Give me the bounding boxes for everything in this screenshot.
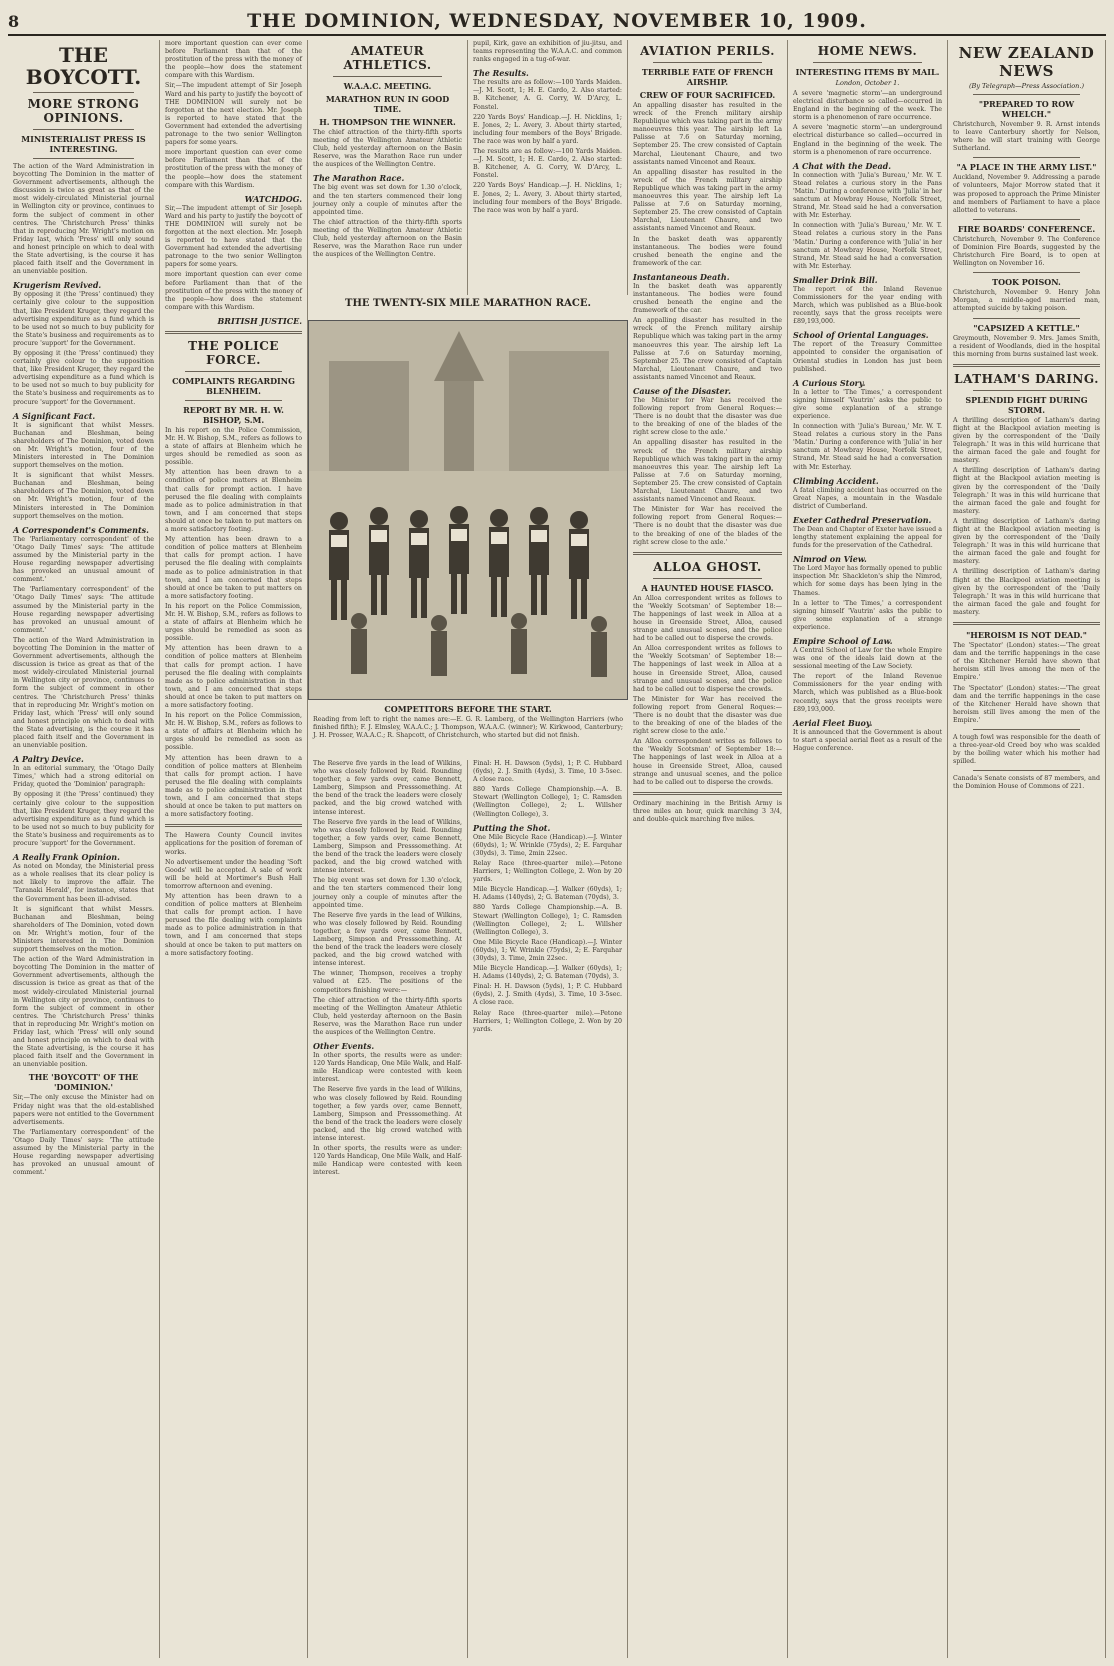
article-paragraph: pupil, Kirk, gave an exhibition of jiu-jitsu, and teams representing the W.A.A.C. and common ranks engaged in a tug-of-war. xyxy=(473,40,622,64)
section-heading: The Marathon Race. xyxy=(313,173,405,184)
article-paragraph: Christchurch, November 9. The Conference of Dominion Fire Boards, suggested by the Christchurch Fire Board, is to open at Wellington on November 16. xyxy=(953,235,1100,268)
article-paragraph: In other sports, the results were as under: 120 Yards Handicap, One Mile Walk, and Half-mile Handicap were contested with keen interest. xyxy=(313,1145,462,1177)
article-paragraph: One Mile Bicycle Race (Handicap).—J. Winter (60yds), 1; W. Wrinkle (75yds), 2; E. Farquhar (30yds), 3. Time, 2min 22sec. xyxy=(473,938,622,962)
article-paragraph: 220 Yards Boys' Handicap.—J. H. Nicklins, 1; E. Jones, 2; L. Avery, 3. About thirty started, including four members of the Boys' Brigade. The race was won by half a yard. xyxy=(473,113,622,145)
article-paragraph: The chief attraction of the thirty-fifth sports meeting of the Wellington Amateur Athletic Club, held yesterday afternoon on the Basin Reserve, was the Marathon Race run under the auspices of the Wellington Centre. xyxy=(313,218,462,259)
divider xyxy=(185,400,282,401)
latham-subhead: SPLENDID FIGHT DURING STORM. xyxy=(965,394,1088,415)
article-paragraph: The chief attraction of the thirty-fifth sports meeting of the Wellington Amateur Athletic Club, held yesterday afternoon on the Basin Reserve, was the Marathon Race run under the auspices of the Wellington Centre. xyxy=(313,129,462,169)
section-heading: The Results. xyxy=(473,68,529,79)
divider xyxy=(953,622,1100,625)
divider xyxy=(33,129,134,130)
letter-signoff: WATCHDOG. xyxy=(244,193,302,204)
athletics-subhead-2: MARATHON RUN IN GOOD TIME. xyxy=(325,94,450,114)
divider xyxy=(973,729,1080,730)
article-paragraph: Relay Race (three-quarter mile).—Petone Harriers, 1; Wellington College, 2. Won by 20 yards. xyxy=(473,859,622,884)
divider xyxy=(33,92,134,93)
section-heading: A Chat with the Dead. xyxy=(793,160,892,171)
article-paragraph: In an editorial summary, the 'Otago Daily Times,' which had a strong editorial on Friday, quoted the 'Dominion' paragraph: xyxy=(13,765,154,789)
article-paragraph: 880 Yards College Championship.—A. B. Stewart (Wellington College), 1; C. Ramsden (Wellington College), 2; L. Willsher (Wellington College), 3. xyxy=(473,904,622,936)
column-2 xyxy=(160,40,308,1658)
article-paragraph: By opposing it (the 'Press' continued) they certainly give colour to the supposition that, like President Kruger, they regard the advertising expenditure as a fund which is to be used not so much to buy publicity for the State's business and requirements as to procure 'support' for the Government. xyxy=(13,791,154,848)
column-7 xyxy=(948,40,1106,1658)
column-4 xyxy=(468,40,628,295)
article-paragraph: Relay Race (three-quarter mile).—Petone Harriers, 1; Wellington College, 2. Won by 20 yards. xyxy=(473,1009,622,1033)
section-heading: A Curious Story. xyxy=(793,377,866,388)
article-paragraph: It is significant that whilst Messrs. Buchanan and Bleshman, being shareholders of The Dominion, voted down on Mr. Wright's motion, four of the Ministers interested in The Dominion support themselves on the motion. xyxy=(13,905,154,954)
article-paragraph: more important question can ever come before Parliament than that of the prostitution of the press with the money of the people—how does the statement compare with this Wardism. xyxy=(165,149,302,189)
article-paragraph: Christchurch, November 9. R. Arnst intends to leave Canterbury shortly for Nelson, where he will start training with George Sutherland. xyxy=(953,121,1100,153)
article-paragraph: It is significant that whilst Messrs. Buchanan and Bleshman, being shareholders of The Dominion, voted down on Mr. Wright's motion, four of the Ministers interested in The Dominion support themselves on the motion. xyxy=(13,472,154,520)
article-paragraph: A fatal climbing accident has occurred on the Great Napes, a mountain in the Wasdale district of Cumberland. xyxy=(793,486,942,510)
item-heading: "PREPARED TO ROW WHELCH." xyxy=(978,99,1075,119)
article-paragraph: The Minister for War has received the following report from General Roques:— 'There is no doubt that the disaster was due to the breaking of one of the blades of the right screw close to the axle.' xyxy=(633,695,782,736)
article-paragraph: Mile Bicycle Handicap.—J. Walker (60yds), 1; H. Adams (140yds), 2; G. Bateman (70yds), 3. xyxy=(473,965,622,981)
section-heading: Krugerism Revived. xyxy=(13,280,102,291)
item-heading: "A PLACE IN THE ARMY LIST." xyxy=(956,162,1097,173)
divider xyxy=(973,219,1080,220)
article-paragraph: Auckland, November 9. Addressing a parade of volunteers, Major Morrow stated that it was proposed to approach the Prime Minister and members of Parliament to have a place allotted to veterans. xyxy=(953,174,1100,214)
column-1 xyxy=(8,40,160,1658)
article-paragraph: In a letter to 'The Times,' a correspondent signing himself 'Vautrin' asks the public to give some explanation of a strange experience. xyxy=(793,599,942,631)
article-paragraph: An appalling disaster has resulted in the wreck of the French military airship Republique which was taking part in the army manoeuvres this year. The airship left La Palisse at 7.6 on Saturday morning, September 25. The crew consisted of Captain Marchal, Lieutenant Chaure, and two assistants named Vincenot and Reaux. xyxy=(633,102,782,166)
athletics-subhead-3: H. THOMPSON THE WINNER. xyxy=(319,117,456,127)
boycott-subhead: MORE STRONG OPINIONS. xyxy=(27,97,140,125)
athletics-subhead: W.A.A.C. MEETING. xyxy=(343,81,432,91)
divider xyxy=(165,331,302,334)
section-heading: Instantaneous Death. xyxy=(633,271,730,282)
section-heading: Nimrod on View. xyxy=(793,554,867,565)
article-paragraph: A thrilling description of Latham's daring flight at the Blackpool aviation meeting is given by the correspondent of the 'Daily Telegraph.' It was in this wild hurricane that the airman faced the gale and fought for mastery. xyxy=(953,416,1100,465)
item-heading: "CAPSIZED A KETTLE." xyxy=(973,322,1080,333)
article-paragraph: Christchurch, November 9. Henry John Morgan, a middle-aged married man, attempted suicide by taking poison. xyxy=(953,289,1100,313)
police-subhead: COMPLAINTS REGARDING BLENHEIM. xyxy=(172,375,295,396)
article-paragraph: more important question can ever come before Parliament than that of the prostitution of the press with the money of the people—how does the statement compare with this Wardism. xyxy=(165,40,302,80)
article-paragraph: A thrilling description of Latham's daring flight at the Blackpool aviation meeting is given by the correspondent of the 'Daily Telegraph.' It was in this wild hurricane that the airman faced the gale and fought for mastery. xyxy=(953,568,1100,616)
article-paragraph: A tough fowl was responsible for the death of a three-year-old Creed boy who was scalded by the boiling water which his mother had spilled. xyxy=(953,733,1100,766)
article-paragraph: The Hawera County Council invites applications for the position of foreman of works. xyxy=(165,832,302,856)
article-paragraph: In his report on the Police Commission, Mr. H. W. Bishop, S.M., refers as follows to a state of affairs at Blenheim which he urges should be remedied as soon as possible. xyxy=(165,602,302,643)
article-paragraph: The chief attraction of the thirty-fifth sports meeting of the Wellington Amateur Athletic Club, held yesterday afternoon on the Basin Reserve, was the Marathon Race run under the auspices of the Wellington Centre. xyxy=(313,996,462,1036)
article-paragraph: The big event was set down for 1.30 o'clock, and the ten starters commenced their long journey only a couple of minutes after the appointed time. xyxy=(313,184,462,216)
article-paragraph: In connection with 'Julia's Bureau,' Mr. W. T. Stead relates a curious story in the Pans 'Matin.' During a conference with 'Julia' in her sanctum at Mowbray House, Norfolk Street, Strand, Mr. Stead said he had a conversation with Mr. Esterhay. xyxy=(793,171,942,220)
heroism-headline: "HEROISM IS NOT DEAD." xyxy=(966,630,1087,641)
photo-names: Reading from left to right the names are:—E. G. R. Lamberg, of the Wellington Harriers (who finished fifth); F. J. Elmsley, W.A.A.C.; J. Thompson, W.A.A.C. (winner); W. Kirkwood, Canterbury; J. H. Prosser, W.A.A.C.; R. Shapcott, of Christchurch, who started but did not finish. xyxy=(313,716,623,740)
section-heading: Putting the Shot. xyxy=(473,822,551,833)
article-paragraph: In other sports, the results were as under: 120 Yards Handicap, One Mile Walk, and Half-mile Handicap were contested with keen interest. xyxy=(313,1052,462,1084)
article-paragraph: The Lord Mayor has formally opened to public inspection Mr. Shackleton's ship the Nimrod, which for some days has been lying in the Thames. xyxy=(793,565,942,597)
article-paragraph: Sir,—The impudent attempt of Sir Joseph Ward and his party to justify the boycott of THE DOMINION will surely not be forgotten at the next election. Mr. Joseph is reported to have stated that the Government had extended the advertising patronage to the two senior Wellington papers for some years. xyxy=(165,82,302,147)
article-paragraph: Ordinary machining in the British Army is three miles an hour, quick marching 3 3/4, and double-quick marching five miles. xyxy=(633,799,782,824)
article-paragraph: The action of the Ward Administration in boycotting The Dominion in the matter of Government advertisements, although the discussion is twice as great as that of the most widely-circulated Ministerial journal in Wellington city or province, continues to form the subject of comment in other centres. The 'Christchurch Press' thinks that in reproducing Mr. Wright's motion on Friday last, which 'Press' will only sound and honest principle on which to deal with the State advertising, is the course it has placed faith itself and the Government in an unenviable position. xyxy=(13,956,154,1069)
column-5 xyxy=(628,40,788,1658)
section-heading: Smaller Drink Bill. xyxy=(793,274,878,285)
police-headline: THE POLICE FORCE. xyxy=(188,338,279,367)
article-paragraph: more important question can ever come before Parliament than that of the prostitution of the press with the money of the people—how does the statement compare with this Wardism. xyxy=(165,271,302,311)
article-paragraph: 220 Yards Boys' Handicap.—J. H. Nicklins, 1; E. Jones, 2; L. Avery, 3. About thirty started, including four members of the Boys' Brigade. The race was won by half a yard. xyxy=(473,182,622,214)
police-subhead-2: REPORT BY MR. H. W. BISHOP, S.M. xyxy=(183,404,284,425)
paper-title: THE DOMINION, WEDNESDAY, NOVEMBER 10, 1909. xyxy=(247,10,867,32)
article-paragraph: No advertisement under the heading 'Soft Goods' will be accepted. A sale of work will be held at Mortimer's Bush Hall tomorrow afternoon and evening. xyxy=(165,858,302,890)
article-paragraph: 880 Yards College Championship.—A. B. Stewart (Wellington College), 1; C. Ramsden (Wellington College), 2; L. Willsher (Wellington College), 3. xyxy=(473,786,622,818)
aviation-subhead: TERRIBLE FATE OF FRENCH AIRSHIP. xyxy=(641,67,774,87)
article-paragraph: In the basket death was apparently instantaneous. The bodies were found crushed beneath the engine and the framework of the car. xyxy=(633,235,782,267)
article-paragraph: It is significant that whilst Messrs. Buchanan and Bleshman, being shareholders of The Dominion, voted down on Mr. Wright's motion, four of the Ministers interested in The Dominion support themselves on the motion. xyxy=(13,421,154,470)
divider xyxy=(33,158,134,159)
article-paragraph: The action of the Ward Administration in boycotting The Dominion in the matter of Government advertisements, although the discussion is twice as great as that of the most widely-circulated Ministerial journal in Wellington city or province, continues to form the subject of comment in other centres. The 'Christchurch Press' thinks that in reproducing Mr. Wright's motion on Friday last, which 'Press' will only sound and honest principle on which to deal with the State advertising, is the course it has placed faith itself and the Government in an unenviable position. xyxy=(13,163,154,276)
item-heading: FIRE BOARDS' CONFERENCE. xyxy=(957,223,1096,234)
article-paragraph: The 'Parliamentary correspondent' of the 'Otago Daily Times' says: 'The attitude assumed by the Ministerial party in the House regarding newspaper advertising has provoked an unusual amount of comment.' xyxy=(13,535,154,584)
article-paragraph: By opposing it (the 'Press' continued) they certainly give colour to the supposition that, like President Kruger, they regard the advertising expenditure as a fund which is to be used not so much to buy publicity for the State's business and requirements as to procure 'support' for the Government. xyxy=(13,291,154,347)
aviation-headline: AVIATION PERILS. xyxy=(640,44,775,58)
article-paragraph: The 'Spectator' (London) states:—'The great dam and the terrific happenings in the case of the Kitchener Herald have shown that heroism still lives among the men of the Empire.' xyxy=(953,684,1100,724)
nz-news-source: (By Telegraph—Press Association.) xyxy=(969,82,1084,90)
photo-title: THE TWENTY-SIX MILE MARATHON RACE. xyxy=(345,298,591,309)
section-heading: Climbing Accident. xyxy=(793,475,879,486)
article-paragraph: A severe 'magnetic storm'—an underground electrical disturbance so called—occurred in England in the beginning of the week. The storm is a phenomenon of rare occurrence. xyxy=(793,124,942,156)
aviation-subhead-2: CREW OF FOUR SACRIFICED. xyxy=(639,90,776,100)
column-3-bottom xyxy=(308,760,468,1658)
photo-caption: COMPETITORS BEFORE THE START. xyxy=(384,704,552,714)
article-paragraph: It is announced that the Government is about to start a special aerial fleet as a result of the Hague conference. xyxy=(793,728,942,752)
article-paragraph: The Reserve five yards in the lead of Wilkins, who was closely followed by Reid. Rounding together, a few yards over, came Bennett, Lamberg, Simpson and Presssomething. At the bend of the track the leaders were closely packed, and the big crowd watched with intense interest. xyxy=(313,760,462,816)
article-paragraph: Sir,—The impudent attempt of Sir Joseph Ward and his party to justify the boycott of THE DOMINION will surely not be forgotten at the next election. Mr. Joseph is reported to have stated that the Government had extended the advertising patronage to the two senior Wellington papers for some years. xyxy=(165,204,302,269)
article-paragraph: My attention has been drawn to a condition of police matters at Blenheim that calls for prompt action. I have perused the file dealing with complaints made as to police administration in that town, and I am concerned that steps should at once be taken to put matters on a more satisfactory footing. xyxy=(165,754,302,819)
item-heading: TOOK POISON. xyxy=(992,277,1061,288)
divider xyxy=(165,824,302,827)
section-heading: A Correspondent's Comments. xyxy=(13,524,149,535)
article-paragraph: The Reserve five yards in the lead of Wilkins, who was closely followed by Reid. Rounding together, a few yards over, came Bennett, Lamberg, Simpson and Presssomething. At the bend of the track the leaders were closely packed, and the big crowd watched with intense interest. xyxy=(313,911,462,968)
section-heading: Exeter Cathedral Preservation. xyxy=(793,514,932,525)
article-paragraph: The report of the Inland Revenue Commissioners for the year ending with March, which was published as a Blue-book recently, says that the gross receipts were £89,193,000. xyxy=(793,285,942,326)
section-heading: A Significant Fact. xyxy=(13,410,96,421)
article-paragraph: An appalling disaster has resulted in the wreck of the French military airship Republique which was taking part in the army manoeuvres this year. The airship left La Palisse at 7.6 on Saturday morning, September 25. The crew consisted of Captain Marchal, Lieutenant Chaure, and two assistants named Vincenot and Reaux. xyxy=(633,317,782,381)
article-paragraph: My attention has been drawn to a condition of police matters at Blenheim that calls for prompt action. I have perused the file dealing with complaints made as to police administration in that town, and I am concerned that steps should at once be taken to put matters on a more satisfactory footing. xyxy=(165,645,302,709)
article-paragraph: Mile Bicycle Handicap.—J. Walker (60yds), 1; H. Adams (140yds), 2; G. Bateman (70yds), 3. xyxy=(473,886,622,902)
article-paragraph: By opposing it (the 'Press' continued) they certainly give colour to the supposition that, like President Kruger, they regard the advertising expenditure as a fund which is to be used not so much to buy publicity for the State's business and requirements as to procure 'support' for the Government. xyxy=(13,349,154,406)
article-paragraph: My attention has been drawn to a condition of police matters at Blenheim that calls for prompt action. I have perused the file dealing with complaints made as to police administration in that town, and I am concerned that steps should at once be taken to put matters on a more satisfactory footing. xyxy=(165,892,302,957)
divider xyxy=(633,552,782,555)
article-paragraph: Canada's Senate consists of 87 members, and the Dominion House of Commons of 221. xyxy=(953,775,1100,791)
article-paragraph: An appalling disaster has resulted in the wreck of the French military airship Republique which was taking part in the army manoeuvres this year. The airship left La Palisse at 7.6 on Saturday morning, September 25. The crew consisted of Captain Marchal, Lieutenant Chaure, and two assistants named Vincenot and Reaux. xyxy=(633,439,782,504)
divider xyxy=(653,578,762,579)
section-heading: A Really Frank Opinion. xyxy=(13,852,120,863)
article-paragraph: The 'Parliamentary correspondent' of the 'Otago Daily Times' says: 'The attitude assumed by the Ministerial party in the House regarding newspaper advertising has provoked an unusual amount of comment.' xyxy=(13,586,154,634)
article-paragraph: Final: H. H. Dawson (5yds), 1; P. C. Hubbard (6yds), 2. J. Smith (4yds), 3. Time, 10 3-5sec. A close race. xyxy=(473,983,622,1007)
article-paragraph: In his report on the Police Commission, Mr. H. W. Bishop, S.M., refers as follows to a state of affairs at Blenheim which he urges should be remedied as soon as possible. xyxy=(165,426,302,467)
article-paragraph: The action of the Ward Administration in boycotting The Dominion in the matter of Government advertisements, although the discussion is twice as great as that of the most widely-circulated Ministerial journal in Wellington city or province, continues to form the subject of comment in other centres. The 'Christchurch Press' thinks that in reproducing Mr. Wright's motion on Friday last, which 'Press' will only sound and honest principle on which to deal with the State advertising, is the course it has placed faith itself and the Government in an unenviable position. xyxy=(13,636,154,750)
column-4-bottom xyxy=(468,760,628,1658)
marathon-photo xyxy=(308,320,628,700)
article-paragraph: A thrilling description of Latham's daring flight at the Blackpool aviation meeting is given by the correspondent of the 'Daily Telegraph.' It was in this wild hurricane that the airman faced the gale and fought for mastery. xyxy=(953,517,1100,566)
article-paragraph: One Mile Bicycle Race (Handicap).—J. Winter (60yds), 1; W. Wrinkle (75yds), 2; E. Farquhar (30yds), 3. Time, 2min 22sec. xyxy=(473,833,622,857)
divider xyxy=(973,94,1080,95)
divider xyxy=(973,157,1080,158)
article-paragraph: The big event was set down for 1.30 o'clock, and the ten starters commenced their long journey only a couple of minutes after the appointed time. xyxy=(313,877,462,909)
divider xyxy=(973,318,1080,319)
dateline: London, October 1. xyxy=(835,79,900,87)
article-paragraph: The Dean and Chapter of Exeter have issued a lengthy statement explaining the appeal for funds for the preservation of the Cathedral. xyxy=(793,525,942,550)
boycott-subhead-2: MINISTERIALIST PRESS IS INTERESTING. xyxy=(21,134,146,154)
article-paragraph: In his report on the Police Commission, Mr. H. W. Bishop, S.M., refers as follows to a state of affairs at Blenheim which he urges should be remedied as soon as possible. xyxy=(165,712,302,752)
divider xyxy=(973,272,1080,273)
section-heading: Empire School of Law. xyxy=(793,635,893,646)
article-paragraph: Sir,—The only excuse the Minister had on Friday night was that the old-established papers were not entitled to the Government advertisements. xyxy=(13,1094,154,1126)
divider xyxy=(333,76,442,77)
masthead xyxy=(8,10,1106,36)
section-heading: School of Oriental Languages. xyxy=(793,330,929,341)
article-paragraph: The Reserve five yards in the lead of Wilkins, who was closely followed by Reid. Rounding together, a few yards over, came Bennett, Lamberg, Simpson and Presssomething. At the bend of the track the leaders were closely packed, and the big crowd watched with intense interest. xyxy=(313,818,462,875)
article-paragraph: A Central School of Law for the whole Empire was one of the ideals laid down at the sessional meeting of the Law Society. xyxy=(793,646,942,671)
home-news-subhead: INTERESTING ITEMS BY MAIL. xyxy=(795,67,940,77)
divider xyxy=(185,371,282,372)
column-6 xyxy=(788,40,948,1658)
latham-headline: LATHAM'S DARING. xyxy=(954,371,1099,386)
article-paragraph: In connection with 'Julia's Bureau,' Mr. W. T. Stead relates a curious story in the Pans 'Matin.' During a conference with 'Julia' in her sanctum at Mowbray House, Norfolk Street, Strand, Mr. Stead said he had a conversation with Mr. Esterhay. xyxy=(793,423,942,471)
divider xyxy=(653,62,762,63)
competitors-photo-illustration xyxy=(309,321,627,699)
page-number: 8 xyxy=(8,12,20,31)
divider xyxy=(633,792,782,795)
article-paragraph: The winner, Thompson, receives a trophy valued at £25. The positions of the competitors finishing were:— xyxy=(313,970,462,994)
article-paragraph: The results are as follow:—100 Yards Maiden.—J. M. Scott, 1; H. E. Cardo, 2. Also started: B. Kitchener, A. G. Corry, W. D'Arcy, L. Fonstel. xyxy=(473,148,622,180)
article-paragraph: In a letter to 'The Times,' a correspondent signing himself 'Vautrin' asks the public to give some explanation of a strange experience. xyxy=(793,388,942,420)
article-paragraph: Final: H. H. Dawson (5yds), 1; P. C. Hubbard (6yds), 2. J. Smith (4yds), 3. Time, 10 3-5sec. A close race. xyxy=(473,760,622,784)
article-paragraph: The Reserve five yards in the lead of Wilkins, who was closely followed by Reid. Rounding together, a few yards over, came Bennett, Lamberg, Simpson and Presssomething. At the bend of the track the leaders were closely packed, and the big crowd watched with intense interest. xyxy=(313,1086,462,1143)
article-paragraph: The Minister for War has received the following report from General Roques:— 'There is no doubt that the disaster was due to the breaking of one of the blades of the right screw close to the axle.' xyxy=(633,397,782,437)
column-3 xyxy=(308,40,468,295)
letter-signoff: BRITISH JUSTICE. xyxy=(217,315,302,326)
home-news-headline: HOME NEWS. xyxy=(817,44,918,58)
article-paragraph: An appalling disaster has resulted in the wreck of the French military airship Republique which was taking part in the army manoeuvres this year. The airship left La Palisse at 7.6 on Saturday morning, September 25. The crew consisted of Captain Marchal, Lieutenant Chaure, and two assistants named Vincenot and Reaux. xyxy=(633,168,782,233)
ghost-headline: ALLOA GHOST. xyxy=(653,559,762,574)
article-paragraph: An Alloa correspondent writes as follows to the 'Weekly Scotsman' of September 18:— The happenings of last week in Alloa at a house in Greenside Street, Alloa, caused strange and unusual scenes, and the police had to be called out to disperse the crowds. xyxy=(633,594,782,643)
letter-heading: THE 'BOYCOTT' OF THE 'DOMINION.' xyxy=(28,1072,139,1093)
section-heading: Aerial Fleet Buoy. xyxy=(793,717,873,728)
divider xyxy=(953,364,1100,367)
divider xyxy=(813,62,922,63)
article-paragraph: The 'Parliamentary correspondent' of the 'Otago Daily Times' says: 'The attitude assumed by the Ministerial party in the House regarding newspaper advertising has provoked an unusual amount of comment.' xyxy=(13,1128,154,1177)
divider xyxy=(973,770,1080,771)
section-heading: Other Events. xyxy=(313,1041,375,1052)
ghost-subhead: A HAUNTED HOUSE FIASCO. xyxy=(641,582,774,593)
article-paragraph: A thrilling description of Latham's daring flight at the Blackpool aviation meeting is given by the correspondent of the 'Daily Telegraph.' It was in this wild hurricane that the airman faced the gale and fought for mastery. xyxy=(953,467,1100,515)
divider xyxy=(973,390,1080,391)
article-paragraph: The Minister for War has received the following report from General Roques:— 'There is no doubt that the disaster was due to the breaking of one of the blades of the right screw close to the axle.' xyxy=(633,506,782,546)
article-paragraph: In connection with 'Julia's Bureau,' Mr. W. T. Stead relates a curious story in the Pans 'Matin.' During a conference with 'Julia' in her sanctum at Mowbray House, Norfolk Street, Strand, Mr. Stead said he had a conversation with Mr. Esterhay. xyxy=(793,222,942,270)
article-paragraph: In the basket death was apparently instantaneous. The bodies were found crushed beneath the engine and the framework of the car. xyxy=(633,282,782,315)
article-paragraph: A severe 'magnetic storm'—an underground electrical disturbance so called—occurred in England in the beginning of the week. The storm is a phenomenon of rare occurrence. xyxy=(793,90,942,122)
boycott-headline: THE BOYCOTT. xyxy=(25,43,142,89)
article-paragraph: The 'Spectator' (London) states:—'The great dam and the terrific happenings in the case of the Kitchener Herald have shown that heroism still lives among the men of the Empire.' xyxy=(953,642,1100,682)
article-paragraph: Greymouth, November 9. Mrs. James Smith, a resident of Woodlands, died in the hospital this morning from burns sustained last week. xyxy=(953,334,1100,358)
section-heading: A Paltry Device. xyxy=(13,754,84,765)
nz-news-headline: NEW ZEALAND NEWS xyxy=(958,44,1095,80)
article-paragraph: An Alloa correspondent writes as follows to the 'Weekly Scotsman' of September 18:— The happenings of last week in Alloa at a house in Greenside Street, Alloa, caused strange and unusual scenes, and the police had to be called out to disperse the crowds. xyxy=(633,738,782,786)
article-paragraph: The results are as follow:—100 Yards Maiden.—J. M. Scott, 1; H. E. Cardo, 2. Also started: B. Kitchener, A. G. Corry, W. D'Arcy, L. Fonstel. xyxy=(473,79,622,111)
article-paragraph: As noted on Monday, the Ministerial press as a whole realises that its clear policy is not likely to improve the affair. The 'Taranaki Herald', for instance, states that the Government has been ill-advised. xyxy=(13,863,154,903)
article-paragraph: My attention has been drawn to a condition of police matters at Blenheim that calls for prompt action. I have perused the file dealing with complaints made as to police administration in that town, and I am concerned that steps should at once be taken to put matters on a more satisfactory footing. xyxy=(165,536,302,600)
article-paragraph: An Alloa correspondent writes as follows to the 'Weekly Scotsman' of September 18:— The happenings of last week in Alloa at a house in Greenside Street, Alloa, caused strange and unusual scenes, and the police had to be called out to disperse the crowds. xyxy=(633,645,782,693)
article-paragraph: The report of the Treasury Committee appointed to consider the organisation of Oriental studies in London has just been published. xyxy=(793,341,942,373)
article-paragraph: My attention has been drawn to a condition of police matters at Blenheim that calls for prompt action. I have perused the file dealing with complaints made as to police administration in that town, and I am concerned that steps should at once be taken to put matters on a more satisfactory footing. xyxy=(165,469,302,534)
article-paragraph: The report of the Inland Revenue Commissioners for the year ending with March, which was published as a Blue-book recently, says that the gross receipts were £89,193,000. xyxy=(793,673,942,713)
section-heading: Cause of the Disaster. xyxy=(633,386,731,396)
athletics-headline: AMATEUR ATHLETICS. xyxy=(343,44,432,72)
